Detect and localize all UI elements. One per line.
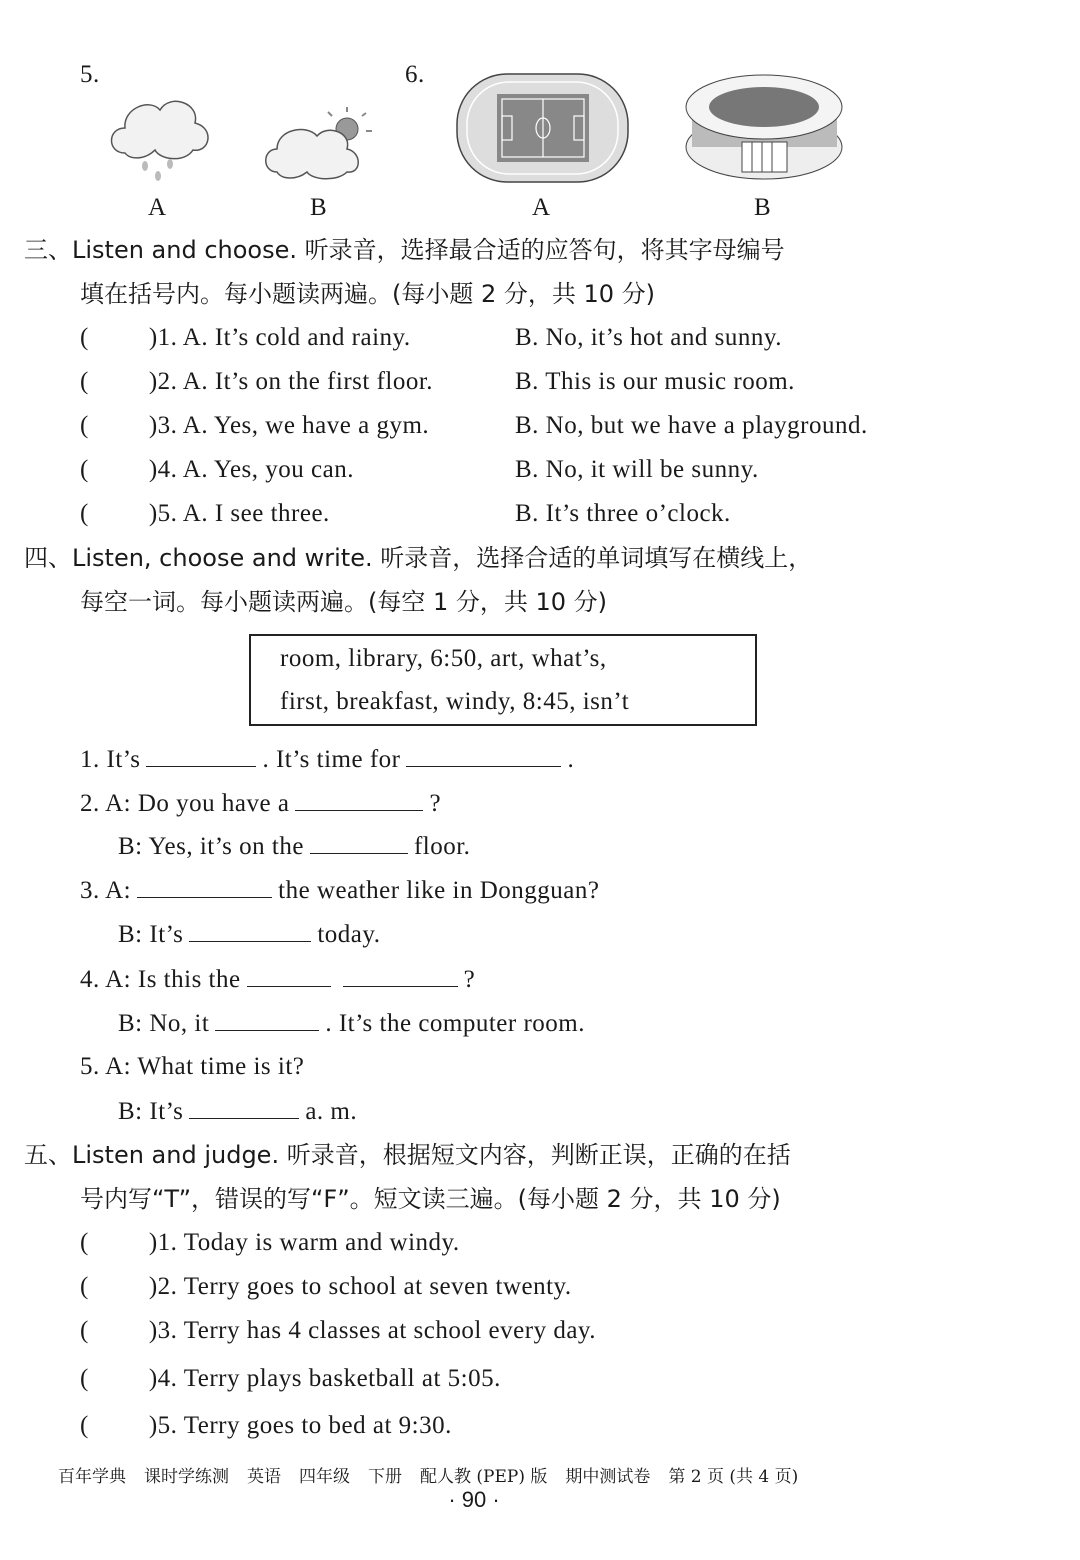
answer-blank[interactable]: [189, 1096, 299, 1119]
footer-edition: 配人教 (PEP) 版: [420, 1467, 548, 1487]
answer-blank[interactable]: [295, 788, 423, 811]
word-bank-line: first, breakfast, windy, 8:45, isn’t: [280, 688, 630, 715]
choice-item: ( )2. A. It’s on the first floor. B. This is our music room.: [80, 368, 795, 395]
option-a-label: A: [148, 194, 167, 221]
rain-cloud-icon: [105, 88, 215, 183]
stadium-building-icon: [682, 72, 847, 187]
page-number: · 90 ·: [448, 1487, 500, 1512]
question-5-number: 5.: [80, 61, 100, 88]
fill-item: 3. A: the weather like in Dongguan?: [80, 877, 600, 904]
fill-item: B: It’s a. m.: [118, 1098, 358, 1125]
section-3-instructions: 填在括号内。每小题读两遍。(每小题 2 分，共 10 分): [80, 280, 656, 308]
section-5-title: 五、Listen and judge. 听录音，根据短文内容，判断正误，正确的在括: [24, 1141, 791, 1169]
choice-item: ( )5. A. I see three. B. It’s three o’clock.: [80, 500, 731, 527]
fill-item: 1. It’s . It’s time for .: [80, 746, 575, 773]
footer-series: 课时学练测: [144, 1467, 229, 1487]
footer-volume: 下册: [368, 1467, 402, 1487]
answer-blank[interactable]: [247, 964, 331, 987]
question-6-number: 6.: [405, 61, 425, 88]
section-4-title: 四、Listen, choose and write. 听录音，选择合适的单词填写在横线上，: [24, 544, 813, 572]
footer-brand: 百年学典: [58, 1467, 126, 1487]
footer-page-info: 第 2 页 (共 4 页): [668, 1467, 799, 1487]
fill-item: B: It’s today.: [118, 921, 381, 948]
section-3-title: 三、Listen and choose. 听录音，选择最合适的应答句，将其字母编号: [24, 236, 785, 264]
footer: [58, 1462, 816, 1487]
answer-blank[interactable]: [343, 964, 458, 987]
answer-blank[interactable]: [215, 1008, 319, 1031]
fill-item: B: No, it . It’s the computer room.: [118, 1010, 585, 1037]
answer-blank[interactable]: [406, 744, 561, 767]
cloudy-sun-icon: [262, 104, 374, 184]
answer-blank[interactable]: [189, 919, 311, 942]
footer-grade: 四年级: [299, 1467, 350, 1487]
footer-subject: 英语: [247, 1467, 281, 1487]
section-4-instructions: 每空一词。每小题读两遍。(每空 1 分，共 10 分): [80, 588, 608, 616]
footer-test-name: 期中测试卷: [565, 1467, 651, 1487]
choice-item: ( )1. A. It’s cold and rainy. B. No, it’s hot and sunny.: [80, 324, 782, 351]
answer-blank[interactable]: [146, 744, 256, 767]
option-b-label: B: [754, 194, 772, 221]
choice-item: ( )3. A. Yes, we have a gym. B. No, but we have a playground.: [80, 412, 868, 439]
section-5-instructions: 号内写“T”，错误的写“F”。短文读三遍。(每小题 2 分，共 10 分): [80, 1185, 781, 1213]
fill-item: B: Yes, it’s on the floor.: [118, 833, 471, 860]
choice-item: ( )4. A. Yes, you can. B. No, it will be sunny.: [80, 456, 759, 483]
word-bank-line: room, library, 6:50, art, what’s,: [280, 645, 607, 672]
answer-blank[interactable]: [310, 831, 408, 854]
fill-item: 2. A: Do you have a ?: [80, 790, 442, 817]
judge-item: ( )1. Today is warm and windy.: [80, 1229, 460, 1256]
judge-item: ( )4. Terry plays basketball at 5:05.: [80, 1365, 501, 1392]
option-a-label: A: [532, 194, 551, 221]
option-b-label: B: [310, 194, 328, 221]
judge-item: ( )5. Terry goes to bed at 9:30.: [80, 1412, 452, 1439]
fill-item: 4. A: Is this the ?: [80, 966, 476, 993]
judge-item: ( )2. Terry goes to school at seven twenty.: [80, 1273, 572, 1300]
answer-blank[interactable]: [137, 875, 272, 898]
judge-item: ( )3. Terry has 4 classes at school every day.: [80, 1317, 597, 1344]
stadium-top-view-icon: [455, 72, 630, 184]
fill-item: 5. A: What time is it?: [80, 1053, 305, 1080]
